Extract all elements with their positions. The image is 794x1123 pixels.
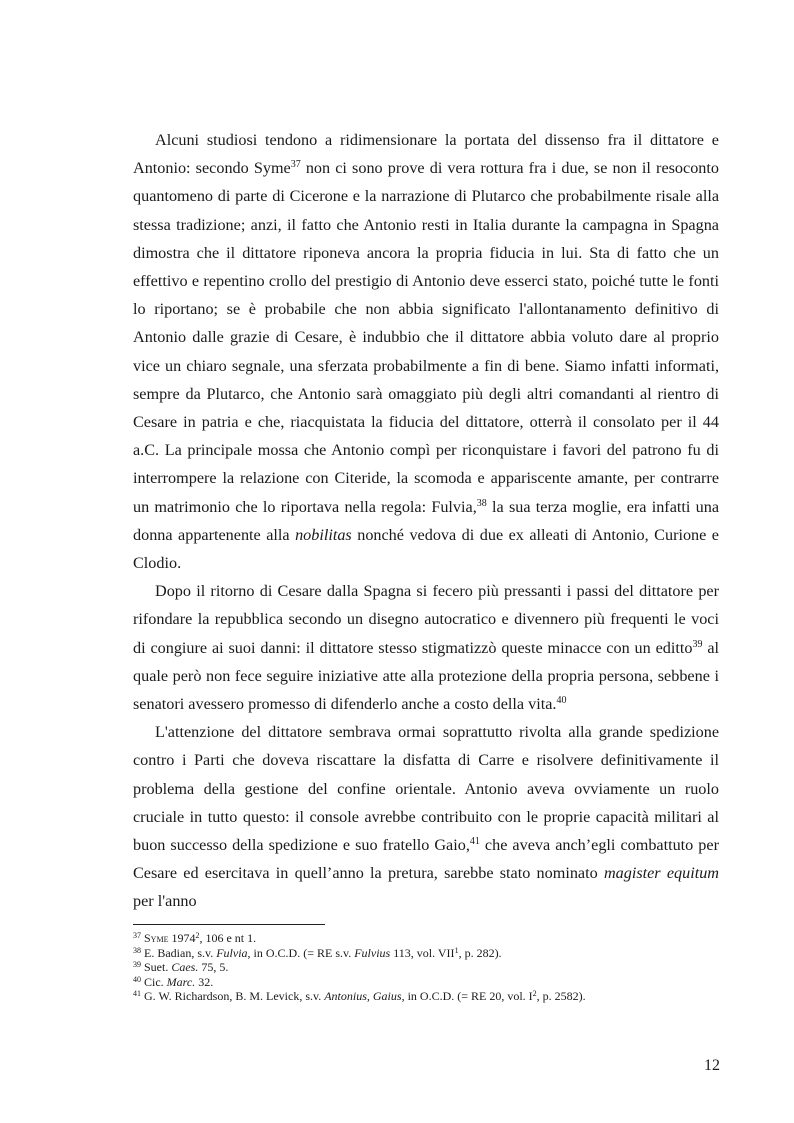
- text-run: E. Badian, s.v.: [141, 945, 217, 960]
- footnote-ref-40[interactable]: 40: [556, 695, 567, 707]
- text-run: Alcuni studiosi tendono a ridimensionare la portata del dissenso fra il dittatore e Antonio: secondo Syme: [133, 131, 719, 178]
- italic-term: magister equitum: [603, 864, 719, 883]
- edition-superscript: 1: [454, 945, 459, 955]
- footnote-38: [133, 946, 733, 961]
- footnote-number: 41: [133, 989, 141, 999]
- footnote-40: [133, 975, 733, 990]
- text-run: , in O.C.D. (= RE 20, vol. I: [401, 989, 533, 1004]
- text-run: G. W. Richardson, B. M. Levick, s.v.: [141, 989, 325, 1004]
- author-name: Syme: [144, 931, 169, 945]
- text-run: 75, 5.: [198, 960, 229, 975]
- paragraph-3: [133, 718, 719, 915]
- footnote-ref-41[interactable]: 41: [469, 836, 480, 848]
- text-run: al quale però non fece seguire iniziative atte alla protezione della propria persona, sebbene i senatori avessero promesso di difenderlo anche a costo della vita.: [133, 638, 719, 714]
- footnote-number: 40: [133, 974, 141, 984]
- text-run: 1974: [168, 931, 196, 945]
- footnote-ref-37[interactable]: 37: [290, 159, 301, 171]
- footnote-41: [133, 989, 733, 1004]
- footnotes: [133, 931, 733, 1004]
- text-run: L'attenzione del dittatore sembrava ormai soprattutto rivolta alla grande spedizione contro i Parti che doveva riscattare la disfatta di Carre e risolvere definitivamente il problema della gestione del confine orientale. Antonio aveva ovviamente un ruolo cruciale in tutto questo: il console avrebbe contribuito con le proprie capacità militari al buon successo della spedizione e suo fratello Gaio,: [133, 723, 719, 855]
- footnote-number: 39: [133, 960, 141, 970]
- text-run: Dopo il ritorno di Cesare dalla Spagna si fecero più pressanti i passi del dittatore per rifondare la repubblica secondo un disegno autocratico e divennero più frequenti le voci di congiure ai suoi danni: il dittatore stesso stigmatizzò queste minacce con un editto: [133, 582, 719, 657]
- footnote-separator: [133, 924, 325, 925]
- italic-term: nobilitas: [295, 525, 352, 544]
- footnote-number: 38: [133, 945, 141, 955]
- text-run: Suet.: [141, 960, 172, 975]
- footnote-39: [133, 960, 733, 975]
- text-run: nonché vedova di due ex alleati di Antonio, Curione e Clodio.: [133, 525, 719, 573]
- italic-term: Fulvia: [216, 945, 248, 960]
- paragraph-1: [133, 126, 719, 577]
- footnote-ref-38[interactable]: 38: [476, 497, 487, 509]
- text-run: Cic.: [141, 974, 167, 989]
- footnote-37: [133, 931, 733, 946]
- edition-superscript: 2: [532, 989, 537, 999]
- text-run: 113, vol. VII: [390, 945, 455, 960]
- italic-term: Caes.: [171, 960, 199, 975]
- text-run: , 106 e nt 1.: [199, 931, 257, 945]
- italic-term: Marc.: [166, 974, 196, 989]
- italic-term: Fulvius: [354, 945, 391, 960]
- text-run: 32.: [195, 974, 214, 989]
- text-run: , p. 2582).: [536, 989, 586, 1004]
- text-run: per l'anno: [133, 892, 197, 911]
- paragraph-2: [133, 577, 719, 718]
- edition-superscript: 2: [195, 931, 200, 940]
- text-run: non ci sono prove di vera rottura fra i due, se non il resoconto quantomeno di parte di Cicerone e la narrazione di Plutarco che probabilmente risale alla stessa tradizione; anzi, il fatto che Antonio resti in Italia durante la campagna in Spagna dimostra che il dittatore riponeva ancora la propria fiducia in lui. Sta di fatto che un effettivo e repentino crollo del prestigio di Antonio deve esserci stato, poiché tutte le fonti lo riportano; se è probabile che non abbia significato l'allontanamento definitivo di Antonio dalle grazie di Cesare, è indubbio che il dittatore abbia voluto dare al proprio vice un chiaro segnale, una sferzata probabilmente a fin di bene. Siamo infatti informati, sempre da Plutarco, che Antonio sarà omaggiato più degli altri comandanti al rientro di Cesare in patria e che, riacquistata la fiducia del dittatore, otterrà il consolato per il 44 a.C. La principale mossa che Antonio compì per riconquistare i favori del patrono fu di interrompere la relazione con Citeride, la scomoda e appariscente amante, per contrarre un matrimonio che lo riportava nella regola: Fulvia,: [133, 159, 719, 516]
- footnote-ref-39[interactable]: 39: [692, 638, 703, 650]
- text-run: , p. 282).: [458, 945, 502, 960]
- page-number: 12: [704, 1057, 720, 1074]
- italic-term: Antonius, Gaius: [324, 989, 402, 1004]
- footnote-number: 37: [133, 931, 141, 940]
- text-run: che aveva anch’egli combattuto per Cesare ed esercitava in quell’anno la pretura, sarebbe stato nominato: [133, 836, 719, 883]
- text-run: la sua terza moglie, era infatti una donna appartenente alla: [133, 497, 719, 544]
- body-text: [133, 126, 719, 916]
- text-run: , in O.C.D. (= RE s.v.: [247, 945, 355, 960]
